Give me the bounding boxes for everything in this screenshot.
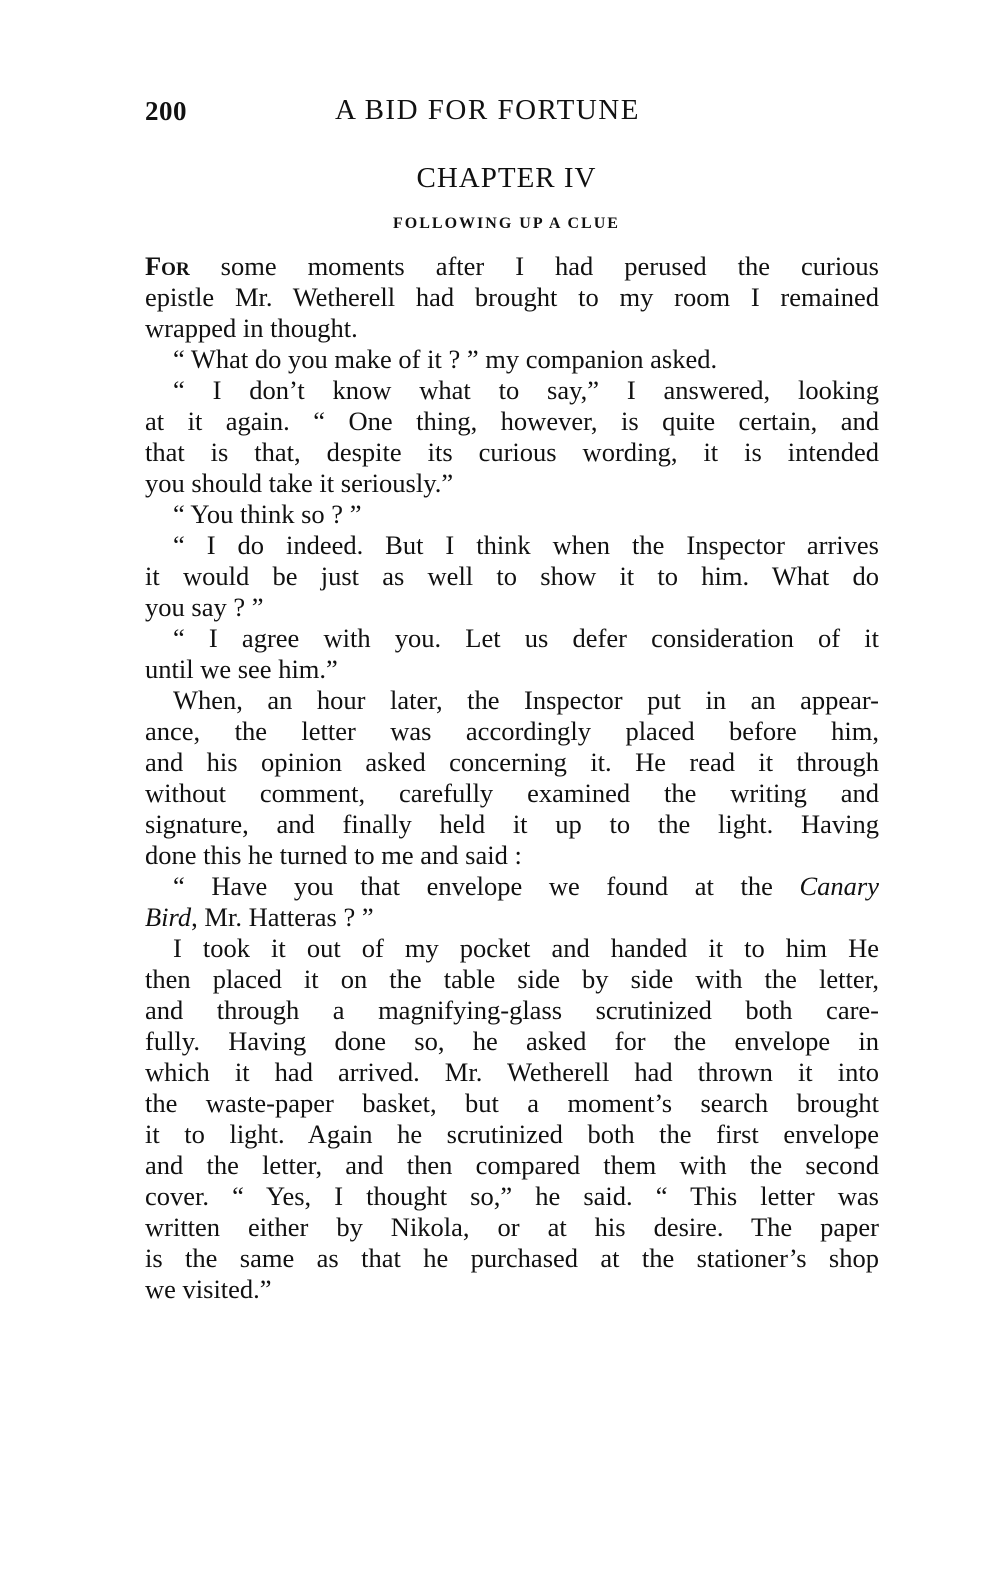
text-line: is the same as that he purchased at the stationer’s shop	[145, 1243, 879, 1273]
body-text	[145, 251, 879, 1305]
text-line: wrapped in thought.	[145, 313, 358, 343]
text-line: which it had arrived. Mr. Wetherell had thrown it into	[145, 1057, 879, 1087]
text-line: done this he turned to me and said :	[145, 840, 522, 870]
text-line: without comment, carefully examined the writing and	[145, 778, 879, 808]
text-run: , Mr. Hatteras ? ”	[191, 902, 374, 932]
text-line: at it again. “ One thing, however, is quite certain, and	[145, 406, 879, 436]
text-line: it to light. Again he scrutinized both the first envelope	[145, 1119, 879, 1149]
text-line: you should take it seriously.”	[145, 468, 454, 498]
text-line: “ I don’t know what to say,” I answered, looking	[173, 375, 879, 405]
text-line: you say ? ”	[145, 592, 264, 622]
text-line: the waste-paper basket, but a moment’s search brought	[145, 1088, 879, 1118]
text-line: “ You think so ? ”	[173, 499, 362, 529]
page-number: 200	[145, 96, 187, 126]
text-line	[145, 871, 879, 902]
text-line: “ I agree with you. Let us defer consideration of it	[173, 623, 879, 653]
ship-name-italic: Canary	[799, 871, 879, 901]
text-line: cover. “ Yes, I thought so,” he said. “ This letter was	[145, 1181, 879, 1211]
running-title: A BID FOR FORTUNE	[335, 94, 640, 126]
text-line: we visited.”	[145, 1274, 272, 1304]
text-line: and through a magnifying-glass scrutinized both care-	[145, 995, 879, 1025]
text-line: When, an hour later, the Inspector put in an appear-	[173, 685, 879, 715]
running-head	[145, 96, 880, 136]
text-line	[145, 902, 879, 933]
text-line: I took it out of my pocket and handed it to him He	[173, 933, 879, 963]
text-line: until we see him.”	[145, 654, 338, 684]
text-line: written either by Nikola, or at his desire. The paper	[145, 1212, 879, 1242]
text-line: then placed it on the table side by side with the letter,	[145, 964, 879, 994]
text-line: “ I do indeed. But I think when the Inspector arrives	[173, 530, 879, 560]
text-line: and his opinion asked concerning it. He read it through	[145, 747, 879, 777]
opening-word: For	[145, 251, 190, 281]
text-run: “ Have you that envelope we found at the	[173, 871, 800, 901]
text-line: signature, and finally held it up to the light. Having	[145, 809, 879, 839]
text-line: ance, the letter was accordingly placed before him,	[145, 716, 879, 746]
ship-name-italic: Bird	[145, 902, 192, 932]
text-line	[145, 251, 879, 282]
text-line: it would be just as well to show it to him. What do	[145, 561, 879, 591]
text-line: fully. Having done so, he asked for the envelope in	[145, 1026, 879, 1056]
text-line: that is that, despite its curious wording, it is intended	[145, 437, 879, 467]
chapter-title: FOLLOWING UP A CLUE	[393, 215, 620, 232]
text-line: and the letter, and then compared them with the second	[145, 1150, 879, 1180]
chapter-number: CHAPTER IV	[416, 162, 597, 194]
text-run: some moments after I had perused the curious	[189, 251, 879, 281]
text-line: “ What do you make of it ? ” my companion asked.	[173, 344, 718, 374]
text-line: epistle Mr. Wetherell had brought to my room I remained	[145, 282, 879, 312]
